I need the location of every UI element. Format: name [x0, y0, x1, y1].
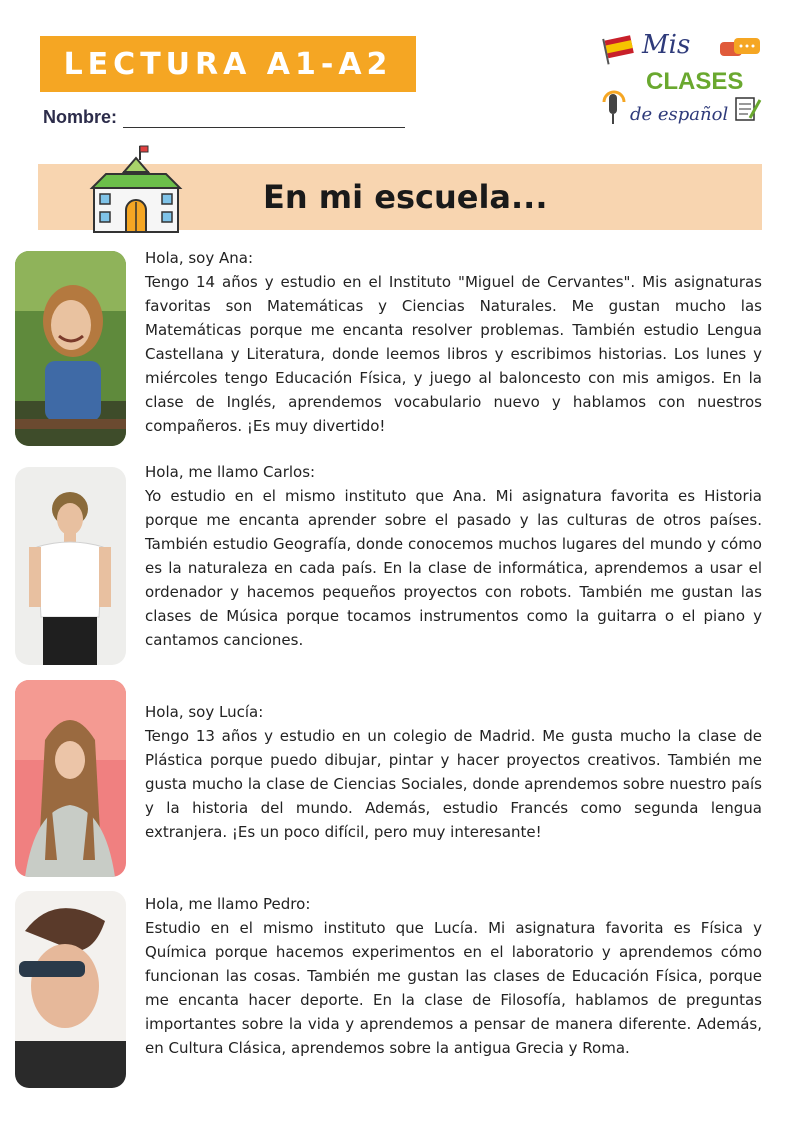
logo-clases: CLASES — [646, 68, 744, 95]
pedro-greeting: Hola, me llamo Pedro: — [145, 895, 311, 913]
pedro-entry — [145, 892, 762, 1060]
school-icon — [88, 144, 184, 236]
speech-bubbles-icon — [720, 38, 760, 56]
ana-entry — [145, 246, 762, 438]
carlos-body: Yo estudio en el mismo instituto que Ana. Mi asignatura favorita es Historia porque me encanta aprender sobre el pasado y las culturas de otros países. También estudio Geografía, donde conocemos muchos lugares del mundo y cómo es la naturaleza en cada país. En la clase de informática, aprendemos a usar el ordenador y hacemos pequeños proyectos con robots. También me gustan las clases de Música porque tocamos instrumentos como la guitarra o el piano y cantamos canciones. — [145, 487, 762, 649]
name-blank-line[interactable] — [123, 109, 405, 128]
spain-flag-icon — [602, 33, 635, 64]
pedro-photo — [15, 891, 126, 1088]
microphone-icon — [604, 92, 624, 124]
pedro-body: Estudio en el mismo instituto que Lucía. Mi asignatura favorita es Física y Química porque hacemos experimentos en el laboratorio y aprendemos cómo funcionan las cosas. También me gustan las clases de Educación Física, porque me encanta hacer deporte. En la clase de Filosofía, hablamos de preguntas importantes sobre la vida y aprendemos a pensar de manera diferente. Además, en Cultura Clásica, aprendemos sobre la antigua Grecia y Roma. — [145, 919, 762, 1057]
lucia-entry — [145, 700, 762, 844]
title-banner — [40, 36, 416, 92]
ana-body: Tengo 14 años y estudio en el Instituto "Miguel de Cervantes". Mis asignaturas favoritas son Matemáticas y Ciencias Naturales. Me gustan mucho las Matemáticas porque me encanta resolver problemas. También estudio Lengua Castellana y Literatura, donde leemos libros y escribimos historias. Los lunes y miércoles tengo Educación Física, y juego al baloncesto con mis amigos. En la clase de Inglés, aprendemos vocabulario nuevo y hablamos con nuestros compañeros. ¡Es muy divertido! — [145, 273, 762, 435]
logo-de-espanol: de español — [630, 104, 729, 125]
carlos-entry — [145, 460, 762, 652]
logo-mis: Mis — [642, 30, 691, 60]
logo — [600, 30, 765, 140]
lucia-photo — [15, 680, 126, 877]
carlos-photo — [15, 467, 126, 665]
carlos-greeting: Hola, me llamo Carlos: — [145, 463, 316, 481]
lucia-greeting: Hola, soy Lucía: — [145, 703, 264, 721]
ana-photo — [15, 251, 126, 446]
name-row — [43, 107, 405, 128]
notepad-icon — [736, 98, 760, 120]
banner-title: LECTURA A1-A2 — [63, 46, 393, 82]
ana-greeting: Hola, soy Ana: — [145, 249, 254, 267]
lucia-body: Tengo 13 años y estudio en un colegio de Madrid. Me gusta mucho la clase de Plástica porque puedo dibujar, pintar y hacer proyectos creativos. También me gusta mucho la clase de Ciencias Sociales, donde aprendemos sobre nuestro país y la historia del mundo. Además, estudio Francés como segunda lengua extranjera. ¡Es un poco difícil, pero muy interesante! — [145, 727, 762, 841]
name-label: Nombre: — [43, 107, 118, 127]
page-title: En mi escuela... — [263, 178, 548, 216]
